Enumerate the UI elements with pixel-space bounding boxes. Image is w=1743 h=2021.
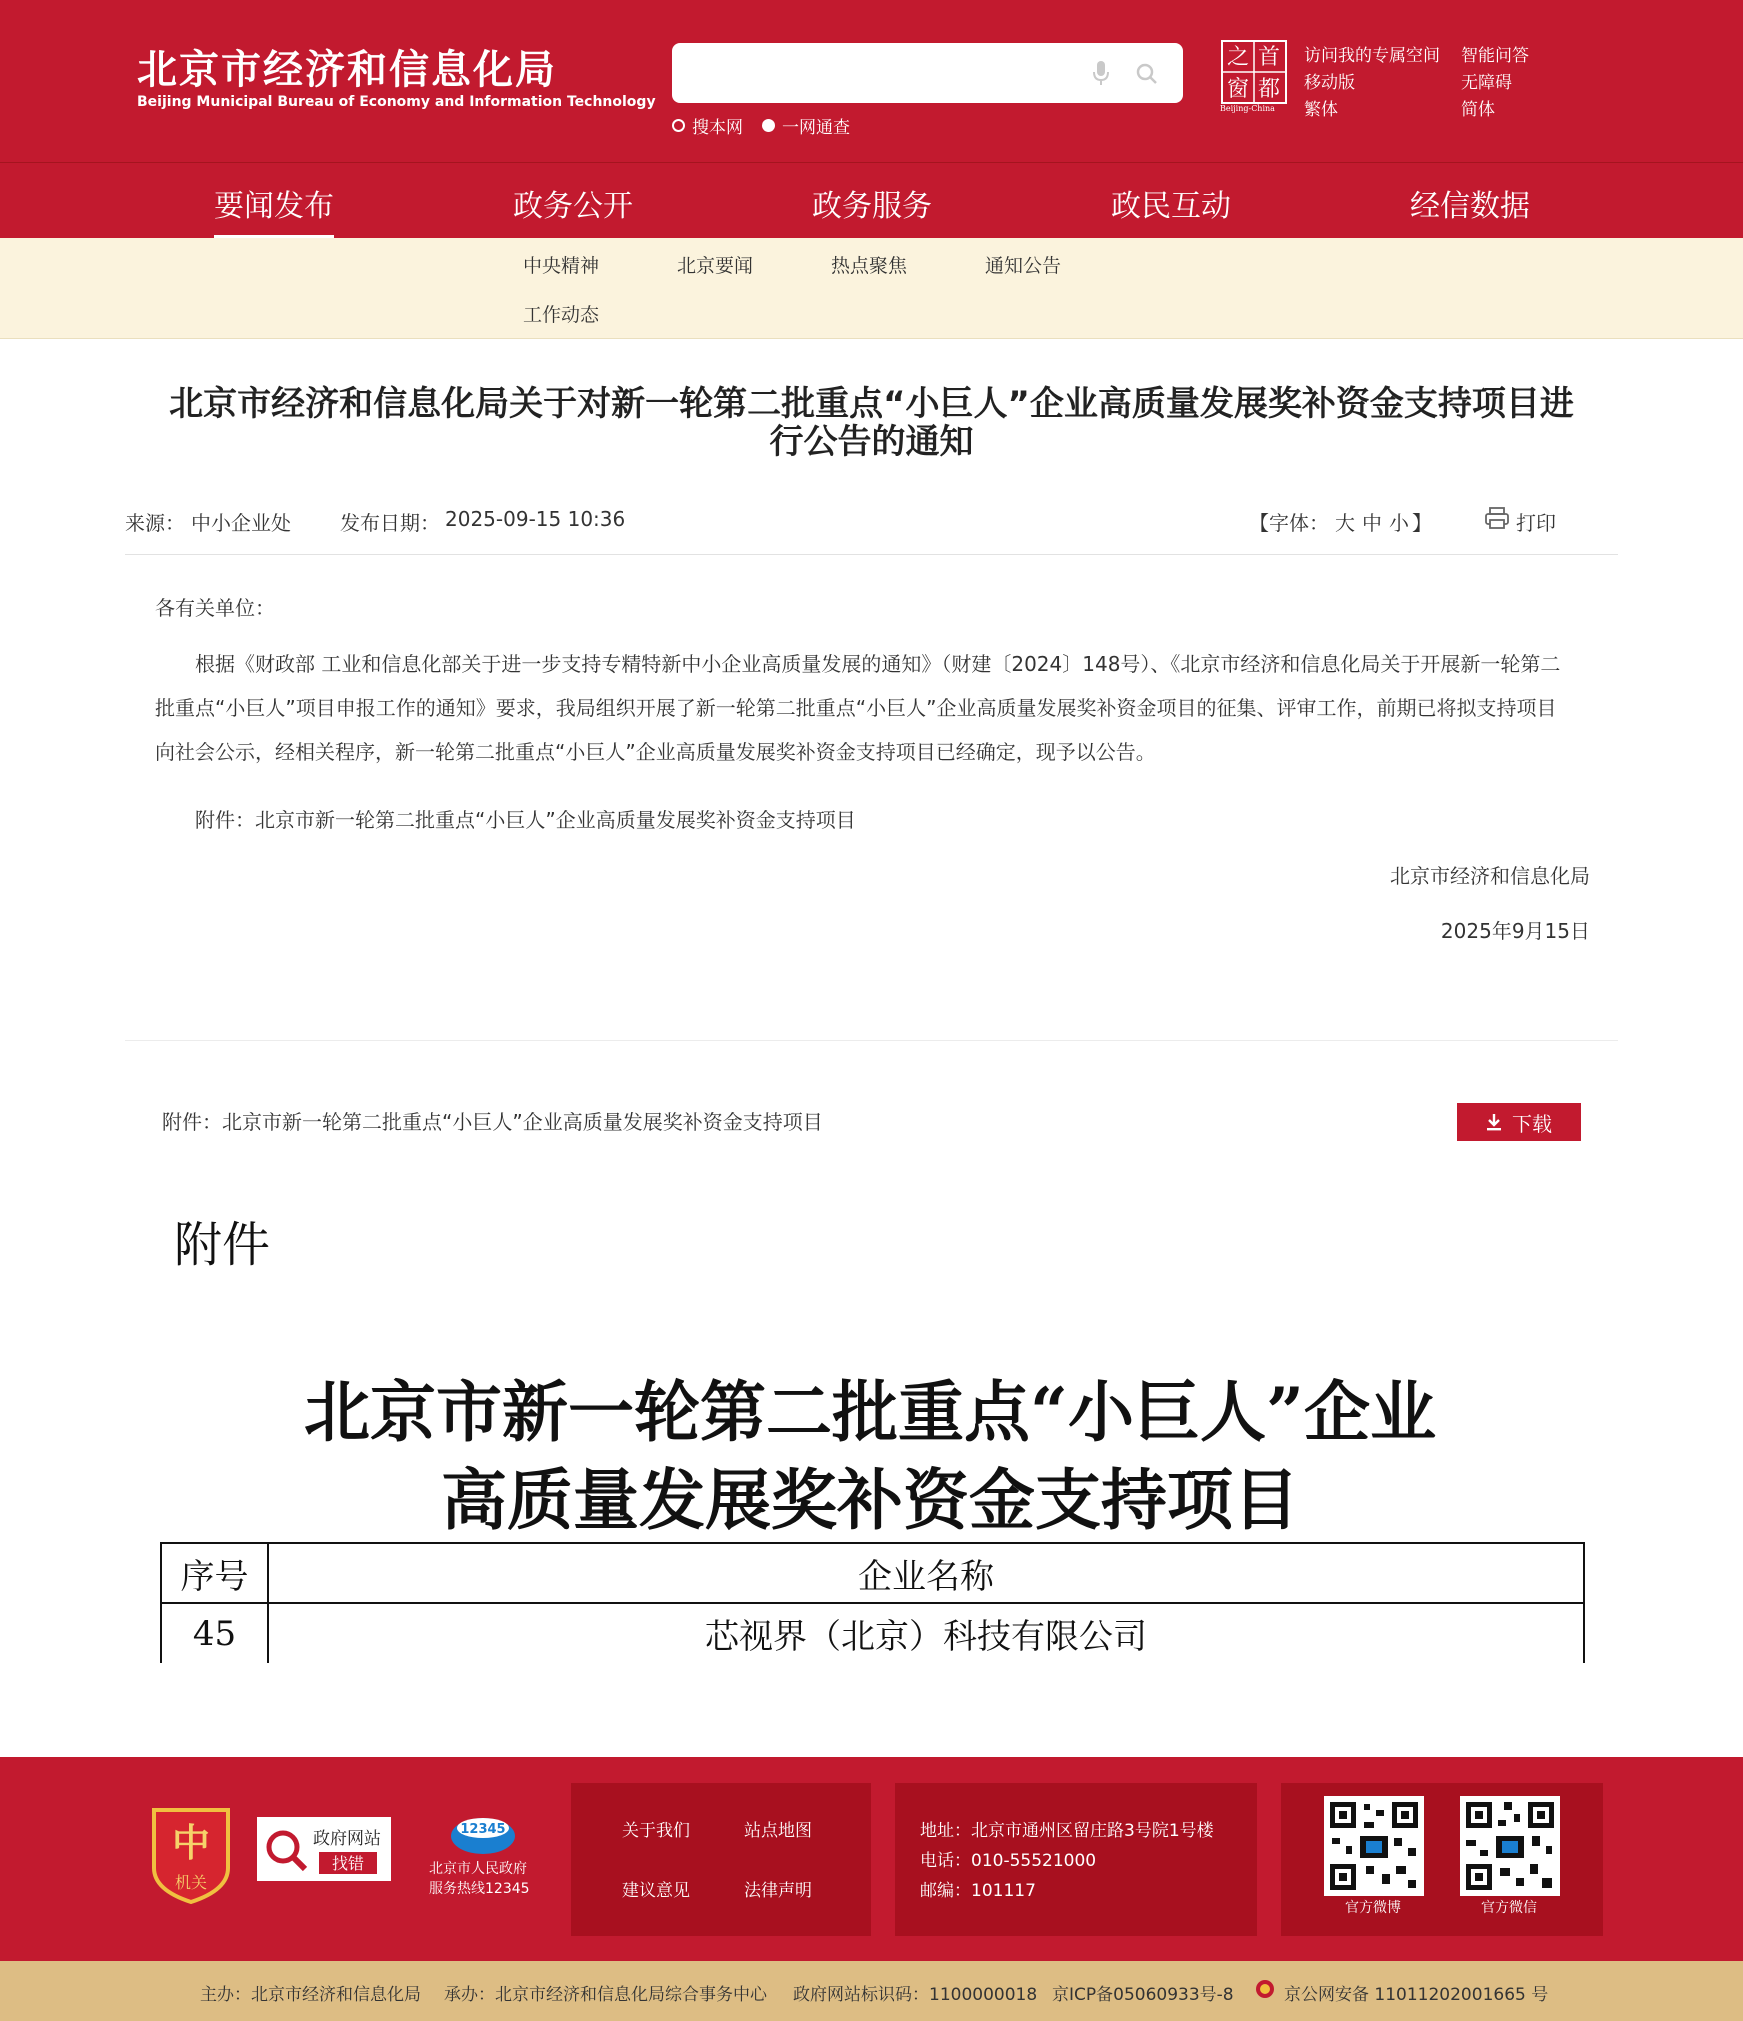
footer-link-about[interactable]: 关于我们 — [622, 1821, 690, 1841]
smart-qa-link[interactable]: 智能问答 — [1461, 46, 1529, 66]
nav-item-gov-services[interactable]: 政务服务 — [812, 189, 932, 224]
font-size-close: 】 — [1412, 511, 1432, 535]
article-title-line: 行公告的通知 — [769, 422, 974, 462]
table-cell: 45 — [161, 1603, 268, 1663]
download-label: 下载 — [1512, 1113, 1552, 1136]
svg-text:中: 中 — [171, 1820, 211, 1865]
site-title[interactable]: 北京市经济和信息化局 — [137, 47, 557, 93]
my-space-link[interactable]: 访问我的专属空间 — [1304, 46, 1440, 66]
svg-text:12345: 12345 — [460, 1822, 506, 1837]
source-label: 来源： — [125, 511, 185, 535]
weibo-qr-code[interactable] — [1324, 1796, 1424, 1896]
subnav-item-central[interactable]: 中央精神 — [523, 255, 600, 277]
table-header-cell: 企业名称 — [268, 1543, 1584, 1603]
footer-phone: 电话：010-55521000 — [920, 1851, 1097, 1871]
simplified-link[interactable]: 简体 — [1461, 100, 1495, 120]
nav-item-data[interactable]: 经信数据 — [1410, 189, 1530, 224]
scope-site-label: 搜本网 — [692, 118, 743, 138]
police-emblem-icon — [1255, 1979, 1275, 1999]
party-government-badge[interactable] — [148, 1804, 234, 1904]
main-nav — [0, 162, 1743, 238]
article-title — [125, 385, 1618, 461]
font-size-small[interactable]: 小 — [1389, 511, 1409, 535]
svg-text:找错: 找错 — [331, 1854, 365, 1873]
accessibility-link[interactable]: 无障碍 — [1461, 73, 1512, 93]
download-icon — [1486, 1113, 1502, 1131]
divider — [125, 554, 1618, 555]
search-icon[interactable] — [1135, 62, 1159, 86]
capital-logo-char: 窗 — [1226, 77, 1250, 102]
font-size-large[interactable]: 大 — [1335, 511, 1355, 535]
qr-label-weibo: 官方微博 — [1345, 1900, 1401, 1916]
hotline-12345-icon[interactable] — [448, 1812, 518, 1856]
scope-all-radio[interactable] — [762, 113, 850, 138]
paragraph-line: 向社会公示，经相关程序，新一轮第二批重点“小巨人”企业高质量发展奖补资金支持项目已经确定，现予以公告。 — [155, 740, 1156, 764]
capital-logo-subtitle: Beijing-China — [1220, 104, 1275, 113]
hotline-line: 服务热线12345 — [429, 1881, 530, 1897]
sign-date: 2025年9月15日 — [1440, 919, 1590, 943]
project-table — [160, 1542, 1585, 1663]
traditional-link[interactable]: 繁体 — [1304, 100, 1338, 120]
footer-link-legal[interactable]: 法律声明 — [744, 1881, 812, 1901]
hotline-line: 北京市人民政府 — [429, 1861, 527, 1877]
subnav-item-beijing-news[interactable]: 北京要闻 — [677, 255, 754, 277]
table-header-cell: 序号 — [161, 1543, 268, 1603]
article-title-line: 北京市经济和信息化局关于对新一轮第二批重点“小巨人”企业高质量发展奖补资金支持项目进 — [169, 384, 1574, 424]
scope-all-label: 一网通查 — [782, 118, 850, 138]
source-value: 中小企业处 — [191, 511, 291, 535]
nav-item-news[interactable]: 要闻发布 — [214, 189, 334, 224]
paragraph-line: 根据《财政部 工业和信息化部关于进一步支持专精特新中小企业高质量发展的通知》（财建〔2024〕148号）、《北京市经济和信息化局关于开展新一轮第二 — [195, 652, 1561, 676]
capital-logo-char: 之 — [1226, 45, 1250, 70]
subnav-item-notices[interactable]: 通知公告 — [985, 255, 1062, 277]
doc-title-line: 北京市新一轮第二批重点“小巨人”企业 — [304, 1373, 1436, 1451]
footer-address: 地址：北京市通州区留庄路3号院1号楼 — [920, 1821, 1214, 1841]
subnav-item-work-updates[interactable]: 工作动态 — [523, 304, 600, 326]
subnav-item-hotspot[interactable]: 热点聚焦 — [831, 255, 908, 277]
site-header — [0, 0, 1743, 162]
font-size-label: 【字体： — [1249, 511, 1329, 535]
svg-text:机关: 机关 — [174, 1873, 208, 1892]
date-label: 发布日期： — [340, 511, 440, 535]
nav-item-interaction[interactable]: 政民互动 — [1111, 189, 1231, 224]
site-title-en: Beijing Municipal Bureau of Economy and Information Technology — [137, 94, 656, 110]
download-button[interactable] — [1457, 1103, 1581, 1141]
doc-title — [160, 1368, 1580, 1544]
footer-icp[interactable]: 京ICP备05060933号-8 — [1052, 1985, 1234, 2005]
capital-logo-char: 首 — [1257, 45, 1281, 70]
attachment-mention: 附件：北京市新一轮第二批重点“小巨人”企业高质量发展奖补资金支持项目 — [195, 808, 856, 832]
footer-site-code: 政府网站标识码：1100000018 — [793, 1985, 1038, 2005]
publish-date: 2025-09-15 10:36 — [445, 507, 626, 531]
table-header-row — [161, 1543, 1584, 1603]
print-button[interactable]: 打印 — [1516, 511, 1556, 535]
table-cell: 芯视界（北京）科技有限公司 — [268, 1603, 1584, 1663]
scope-site-radio[interactable] — [672, 113, 743, 138]
print-icon[interactable] — [1484, 506, 1510, 530]
doc-title-line: 高质量发展奖补资金支持项目 — [441, 1461, 1299, 1539]
sub-nav — [0, 238, 1743, 339]
footer-police-record[interactable]: 京公网安备 11011202001665 号 — [1284, 1985, 1549, 2005]
divider — [125, 1040, 1618, 1041]
footer-organizer: 承办：北京市经济和信息化局综合事务中心 — [444, 1985, 767, 2005]
gov-site-report-badge[interactable] — [255, 1815, 393, 1883]
microphone-icon[interactable] — [1093, 60, 1109, 86]
footer-host: 主办：北京市经济和信息化局 — [200, 1985, 421, 2005]
salutation: 各有关单位： — [155, 596, 275, 620]
doc-attachment-label: 附件 — [174, 1217, 271, 1273]
search-input[interactable] — [686, 55, 1086, 91]
footer-links-panel — [571, 1783, 871, 1936]
svg-text:政府网站: 政府网站 — [313, 1829, 381, 1849]
wechat-qr-code[interactable] — [1460, 1796, 1560, 1896]
qr-label-wechat: 官方微信 — [1481, 1900, 1537, 1916]
paragraph-line: 批重点“小巨人”项目申报工作的通知》要求，我局组织开展了新一轮第二批重点“小巨人”企业高质量发展奖补资金项目的征集、评审工作，前期已将拟支持项目 — [155, 696, 1557, 720]
attachment-link[interactable]: 附件：北京市新一轮第二批重点“小巨人”企业高质量发展奖补资金支持项目 — [162, 1110, 823, 1134]
footer-postcode: 邮编：101117 — [920, 1881, 1036, 1901]
font-size-medium[interactable]: 中 — [1362, 511, 1382, 535]
signature: 北京市经济和信息化局 — [1390, 864, 1590, 888]
footer-link-sitemap[interactable]: 站点地图 — [744, 1821, 812, 1841]
table-row — [161, 1603, 1584, 1663]
radio-checked-icon — [762, 119, 775, 132]
radio-unchecked-icon — [672, 119, 685, 132]
capital-window-logo[interactable] — [1221, 40, 1287, 112]
capital-logo-char: 都 — [1257, 77, 1281, 102]
footer-link-feedback[interactable]: 建议意见 — [622, 1881, 690, 1901]
nav-item-gov-affairs[interactable]: 政务公开 — [513, 189, 633, 224]
mobile-link[interactable]: 移动版 — [1304, 73, 1355, 93]
